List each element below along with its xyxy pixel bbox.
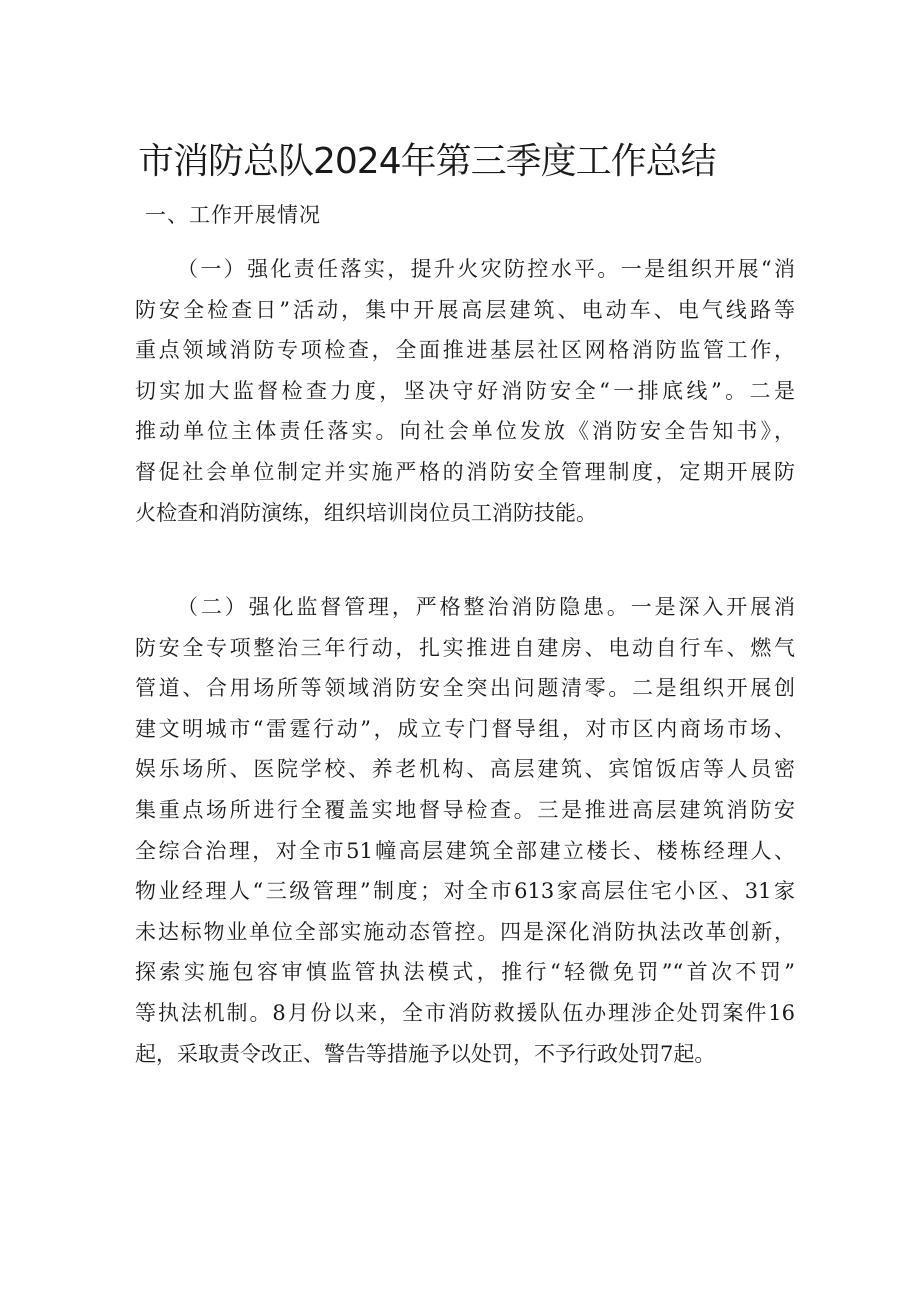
- paragraph-line: 重点领域消防专项检查，全面推进基层社区网格消防监管工作，: [135, 338, 795, 363]
- paragraph-line: 切实加大监督检查力度，坚决守好消防安全“一排底线”。二是: [135, 378, 795, 403]
- paragraph-line: 探索实施包容审慎监管执法模式，推行“轻微免罚”“首次不罚”: [135, 960, 795, 985]
- paragraph-line: 未达标物业单位全部实施动态管控。四是深化消防执法改革创新，: [135, 919, 795, 944]
- section-heading: 一、工作开展情况: [145, 203, 321, 227]
- paragraph-supervision: [135, 587, 795, 1074]
- paragraph-line: 全综合治理，对全市51幢高层建筑全部建立楼长、楼栋经理人、: [135, 838, 795, 863]
- paragraph-line: 等执法机制。8月份以来，全市消防救援队伍办理涉企处罚案件16: [135, 1000, 795, 1025]
- paragraph-line: 防安全专项整治三年行动，扎实推进自建房、电动自行车、燃气: [135, 635, 795, 660]
- paragraph-line: （一）强化责任落实，提升火灾防控水平。一是组织开展“消: [177, 257, 795, 281]
- paragraph-responsibility: [135, 249, 795, 533]
- paragraph-line: 推动单位主体责任落实。向社会单位发放《消防安全告知书》，: [135, 419, 795, 444]
- document-title: 市消防总队2024年第三季度工作总结: [138, 141, 716, 182]
- paragraph-line: 物业经理人“三级管理”制度；对全市613家高层住宅小区、31家: [135, 879, 795, 904]
- paragraph-line: 娱乐场所、医院学校、养老机构、高层建筑、宾馆饭店等人员密: [135, 757, 795, 782]
- paragraph-line: 防安全检查日”活动，集中开展高层建筑、电动车、电气线路等: [135, 297, 795, 322]
- paragraph-line: 火检查和消防演练，组织培训岗位员工消防技能。: [135, 500, 597, 525]
- paragraph-line: （二）强化监督管理，严格整治消防隐患。一是深入开展消: [177, 595, 795, 619]
- paragraph-line: 建文明城市“雷霆行动”，成立专门督导组，对市区内商场市场、: [135, 716, 795, 741]
- paragraph-line: 集重点场所进行全覆盖实地督导检查。三是推进高层建筑消防安: [135, 797, 795, 822]
- paragraph-line: 督促社会单位制定并实施严格的消防安全管理制度，定期开展防: [135, 459, 795, 484]
- paragraph-line: 起，采取责令改正、警告等措施予以处罚，不予行政处罚7起。: [135, 1041, 716, 1066]
- paragraph-line: 管道、合用场所等领域消防安全突出问题清零。二是组织开展创: [135, 676, 795, 701]
